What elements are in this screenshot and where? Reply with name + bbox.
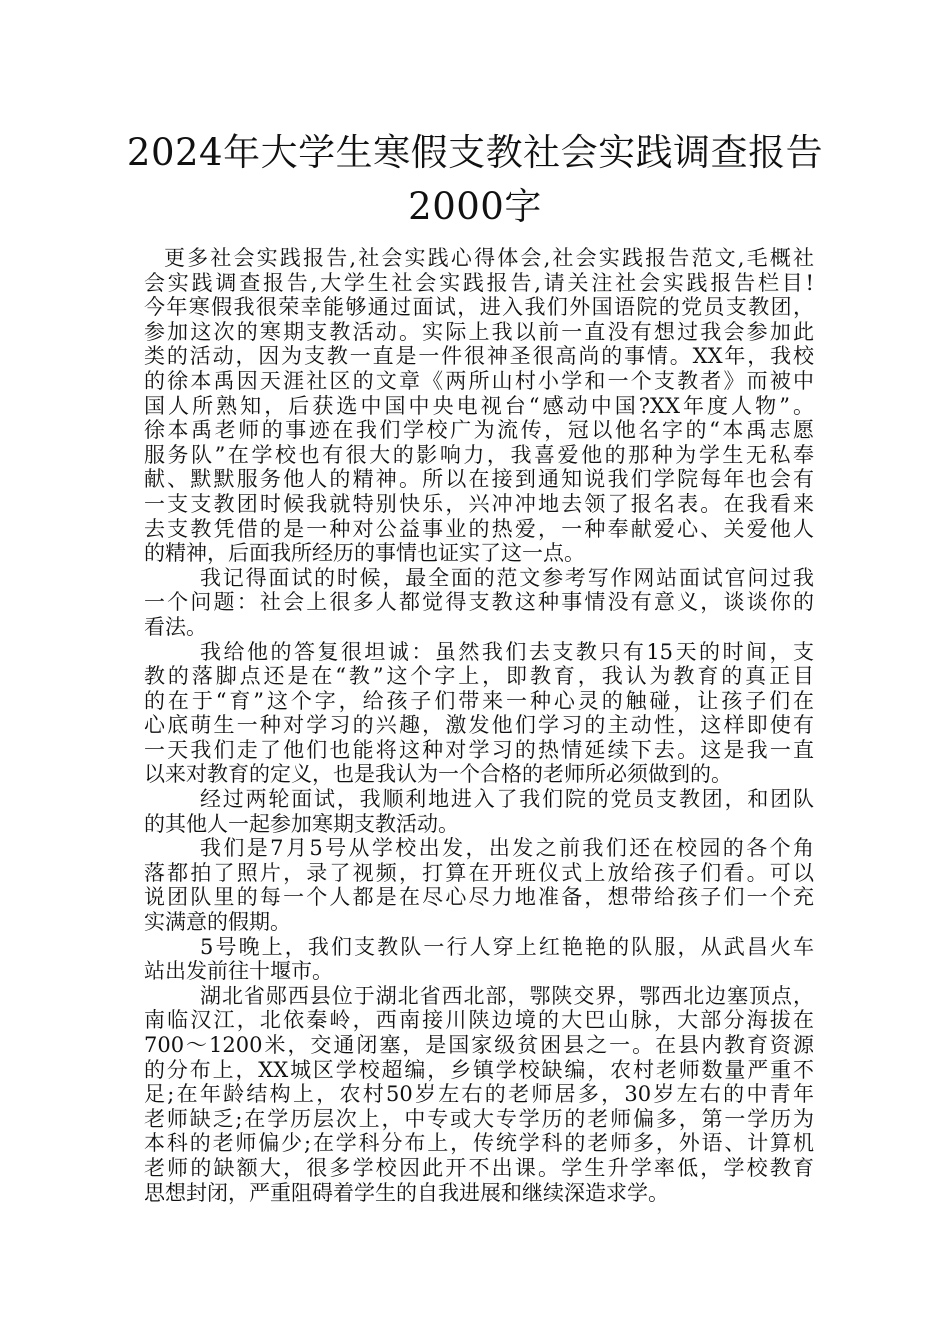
body-line: 类的活动，因为支教一直是一件很神圣很高尚的事情。XX年，我校 (144, 344, 814, 369)
body-line: 思想封闭，严重阻碍着学生的自我进展和继续深造求学。 (144, 1180, 669, 1205)
body-line: 老师的缺额大，很多学校因此开不出课。学生升学率低，学校教育 (144, 1155, 814, 1180)
body-line: 徐本禹老师的事迹在我们学校广为流传，冠以他名字的“本禹志愿 (144, 418, 814, 443)
body-line: 站出发前往十堰市。 (144, 959, 333, 984)
body-line: 经过两轮面试，我顺利地进入了我们院的党员支教团，和团队 (200, 787, 814, 812)
title-line-1: 2024年大学生寒假支教社会实践调查报告 (126, 131, 824, 174)
body-line: 献、默默服务他人的精神。所以在接到通知说我们学院每年也会有 (144, 467, 814, 492)
body-line: 南临汉江，北依秦岭，西南接川陕边境的大巴山脉，大部分海拔在 (144, 1008, 814, 1033)
body-line: 5号晚上，我们支教队一行人穿上红艳艳的队服，从武昌火车 (200, 934, 814, 959)
body-line: 看法。 (144, 614, 207, 639)
body-line: 的在于“育”这个字，给孩子们带来一种心灵的触碰，让孩子们在 (144, 688, 814, 713)
body-line: 的徐本禹因天涯社区的文章《两所山村小学和一个支教者》而被中 (144, 368, 814, 393)
body-line: 一支支教团时候我就特别快乐，兴冲冲地去领了报名表。在我看来 (144, 491, 814, 516)
body-line: 一个问题：社会上很多人都觉得支教这种事情没有意义，谈谈你的 (144, 590, 814, 615)
body-line: 教的落脚点还是在“教”这个字上，即教育，我认为教育的真正目 (144, 664, 814, 689)
body-line: 我们是7月5号从学校出发，出发之前我们还在校园的各个角 (200, 836, 814, 861)
body-line: 更多社会实践报告,社会实践心得体会,社会实践报告范文,毛概社 (164, 246, 814, 270)
body-line: 的分布上，XX城区学校超编，乡镇学校缺编，农村老师数量严重不 (144, 1057, 814, 1082)
body-line: 湖北省郧西县位于湖北省西北部，鄂陕交界，鄂西北边塞顶点， (200, 983, 814, 1008)
body-line: 国人所熟知，后获选中国中央电视台“感动中国?XX年度人物”。 (144, 393, 814, 418)
body-line: 服务队”在学校也有很大的影响力，我喜爱他的那种为学生无私奉 (144, 442, 814, 467)
body-line: 落都拍了照片，录了视频，打算在开班仪式上放给孩子们看。可以 (144, 860, 814, 885)
body-line: 今年寒假我很荣幸能够通过面试，进入我们外国语院的党员支教团， (144, 295, 814, 320)
document-body (144, 246, 814, 1205)
document-title (120, 126, 830, 234)
body-line: 700～1200米，交通闭塞，是国家级贫困县之一。在县内教育资源 (144, 1033, 814, 1057)
body-line: 参加这次的寒期支教活动。实际上我以前一直没有想过我会参加此 (144, 319, 814, 344)
body-line: 我记得面试的时候，最全面的范文参考写作网站面试官问过我 (200, 565, 814, 590)
body-line: 以来对教育的定义，也是我认为一个合格的老师所必须做到的。 (144, 762, 732, 787)
body-line: 会实践调查报告,大学生社会实践报告,请关注社会实践报告栏目! (144, 270, 814, 295)
body-line: 本科的老师偏少;在学科分布上，传统学科的老师多，外语、计算机 (144, 1131, 814, 1156)
body-line: 说团队里的每一个人都是在尽心尽力地准备，想带给孩子们一个充 (144, 885, 814, 910)
body-line: 我给他的答复很坦诚：虽然我们去支教只有15天的时间，支 (200, 639, 814, 664)
body-line: 心底萌生一种对学习的兴趣，激发他们学习的主动性，这样即使有 (144, 713, 814, 738)
title-line-2: 2000字 (408, 185, 542, 228)
body-line: 的精神，后面我所经历的事情也证实了这一点。 (144, 541, 585, 566)
body-line: 足;在年龄结构上，农村50岁左右的老师居多，30岁左右的中青年 (144, 1082, 814, 1107)
body-line: 去支教凭借的是一种对公益事业的热爱，一种奉献爱心、关爱他人 (144, 516, 814, 541)
body-line: 老师缺乏;在学历层次上，中专或大专学历的老师偏多，第一学历为 (144, 1106, 814, 1131)
body-line: 的其他人一起参加寒期支教活动。 (144, 811, 459, 836)
body-line: 一天我们走了他们也能将这种对学习的热情延续下去。这是我一直 (144, 737, 814, 762)
body-line: 实满意的假期。 (144, 910, 291, 935)
